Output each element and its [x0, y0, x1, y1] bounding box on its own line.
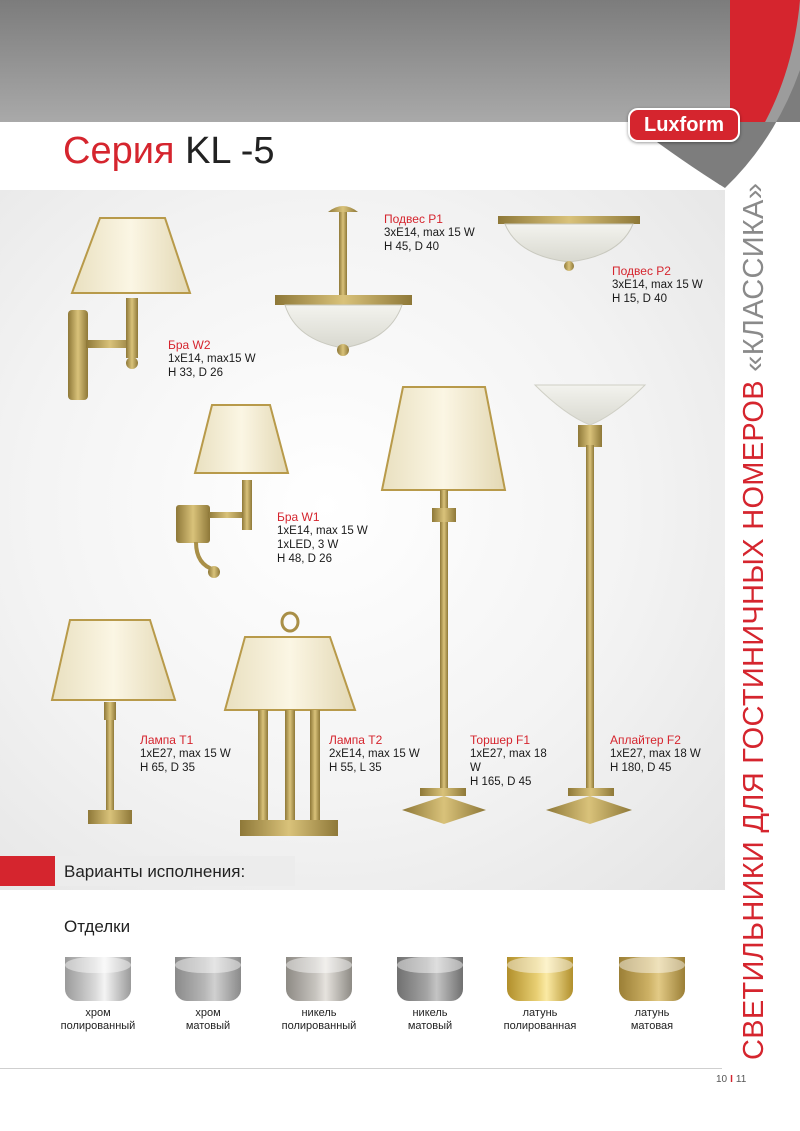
- product-spec: 2xE14, max 15 W: [329, 748, 420, 760]
- finish-material: хром: [195, 1007, 221, 1019]
- finish-disc: [397, 957, 463, 1001]
- product-spec: 1xE14, max15 W: [168, 353, 256, 365]
- page-left: 10: [716, 1074, 728, 1085]
- product-dims: H 165, D 45: [470, 776, 532, 788]
- finish-material: никель: [301, 1007, 337, 1019]
- finish-swatch[interactable]: [274, 957, 364, 1033]
- vertical-main-text: СВЕТИЛЬНИКИ ДЛЯ ГОСТИНИЧНЫХ НОМЕРОВ: [738, 380, 770, 1060]
- brand-logo[interactable]: Luxform: [628, 108, 740, 142]
- product-led: 1xLED, 3 W: [277, 539, 339, 551]
- finish-swatch[interactable]: [53, 957, 143, 1033]
- vertical-sub-text: «КЛАССИКА»: [738, 182, 770, 372]
- product-name: Подвес P2: [612, 264, 671, 278]
- finish-disc: [286, 957, 352, 1001]
- product-p1: [384, 212, 475, 254]
- product-name: Лампа T2: [329, 733, 383, 747]
- finish-type: матовый: [407, 1020, 453, 1032]
- footer-rule: [0, 1068, 722, 1069]
- product-dims: H 48, D 26: [277, 553, 332, 565]
- finish-type: матовый: [185, 1020, 231, 1032]
- product-name: Аплайтер F2: [610, 733, 681, 747]
- page-separator: I: [730, 1074, 733, 1085]
- finish-type: полированный: [281, 1020, 357, 1032]
- product-t1: [140, 733, 231, 775]
- page-numbers: [716, 1074, 746, 1085]
- product-spec: 1xE27, max 18 W: [610, 748, 701, 760]
- product-dims: H 45, D 40: [384, 241, 439, 253]
- title-prefix: Серия: [63, 130, 175, 172]
- vertical-section-title: [734, 30, 774, 1060]
- title-series: KL -5: [185, 130, 275, 172]
- page-title: [63, 128, 275, 174]
- variants-heading: Варианты исполнения:: [64, 862, 246, 881]
- lamp-t2-image: [225, 613, 355, 836]
- product-f2: [610, 733, 701, 775]
- product-name: Торшер F1: [470, 733, 531, 747]
- product-w2: [168, 338, 256, 380]
- product-dims: H 15, D 40: [612, 293, 667, 305]
- finish-disc: [619, 957, 685, 1001]
- product-name: Лампа T1: [140, 733, 194, 747]
- product-dims: H 180, D 45: [610, 762, 672, 774]
- product-name: Бра W1: [277, 510, 320, 524]
- page-right: 11: [735, 1074, 747, 1085]
- product-p2: [612, 264, 703, 306]
- product-spec: 3xE14, max 15 W: [612, 279, 703, 291]
- finish-material: латунь: [634, 1007, 670, 1019]
- product-spec-cont: W: [470, 762, 481, 774]
- finish-type: матовая: [630, 1020, 674, 1032]
- product-spec: 3xE14, max 15 W: [384, 227, 475, 239]
- finish-material: латунь: [522, 1007, 558, 1019]
- product-spec: 1xE27, max 18: [470, 748, 547, 760]
- finish-disc: [65, 957, 131, 1001]
- finish-type: полированный: [60, 1020, 136, 1032]
- product-name: Бра W2: [168, 338, 211, 352]
- product-dims: H 55, L 35: [329, 762, 382, 774]
- product-f1: [470, 733, 547, 789]
- finish-swatch[interactable]: [385, 957, 475, 1033]
- finish-disc: [175, 957, 241, 1001]
- product-spec: 1xE27, max 15 W: [140, 748, 231, 760]
- product-t2: [329, 733, 420, 775]
- finish-swatch[interactable]: [607, 957, 697, 1033]
- lamp-w1-image: [176, 405, 288, 578]
- finish-swatch[interactable]: [495, 957, 585, 1033]
- product-spec: 1xE14, max 15 W: [277, 525, 368, 537]
- finishes-heading: Отделки: [64, 917, 131, 936]
- finish-type: полированная: [503, 1020, 577, 1032]
- finish-material: никель: [412, 1007, 448, 1019]
- product-dims: H 33, D 26: [168, 367, 223, 379]
- finish-material: хром: [85, 1007, 111, 1019]
- lamp-p2-image: [498, 216, 640, 271]
- variants-accent: [0, 856, 55, 886]
- lamp-t1-image: [52, 620, 175, 824]
- product-dims: H 65, D 35: [140, 762, 195, 774]
- product-name: Подвес P1: [384, 212, 443, 226]
- finish-disc: [507, 957, 573, 1001]
- finish-swatch[interactable]: [163, 957, 253, 1033]
- product-w1: [277, 510, 368, 566]
